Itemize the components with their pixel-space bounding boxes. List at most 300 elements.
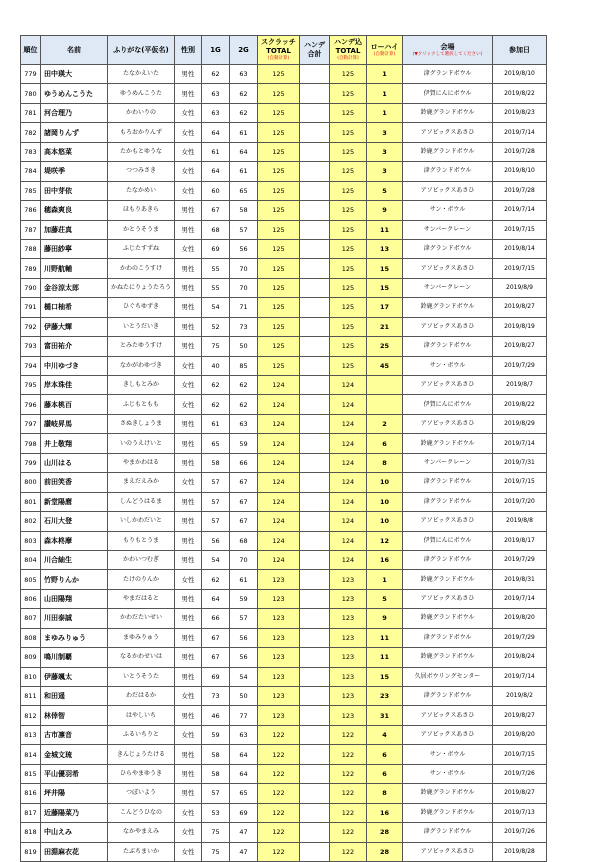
game1-cell: 54 — [202, 550, 230, 569]
low-high-cell: 10 — [367, 473, 403, 492]
game1-cell: 62 — [202, 570, 230, 589]
low-high-cell: 17 — [367, 298, 403, 317]
game2-cell: 57 — [230, 220, 258, 239]
handicap-cell — [300, 687, 330, 706]
kana-cell: はやしいち — [108, 706, 175, 725]
venue-select[interactable]: 鈴鹿グランドボウル — [403, 648, 493, 667]
game2-cell: 59 — [230, 434, 258, 453]
handicap-total-header: ハンデ込 TOTAL (自動計算) — [330, 36, 367, 65]
name-cell: 藤田紗寧 — [41, 239, 108, 258]
game2-cell: 61 — [230, 162, 258, 181]
name-cell: 諸岡りんず — [41, 123, 108, 142]
venue-select[interactable]: アソビックスあさひ — [403, 317, 493, 336]
venue-select[interactable]: 鈴鹿グランドボウル — [403, 142, 493, 161]
table-row — [21, 123, 547, 142]
game2-cell: 56 — [230, 239, 258, 258]
venue-select[interactable]: 津グランドボウル — [403, 473, 493, 492]
table-row — [21, 103, 547, 122]
date-cell: 2019/7/15 — [493, 745, 547, 764]
table-row — [21, 803, 547, 822]
game1-cell: 75 — [202, 337, 230, 356]
game1-cell: 67 — [202, 648, 230, 667]
game2-cell: 70 — [230, 278, 258, 297]
date-cell: 2019/7/13 — [493, 803, 547, 822]
venue-select[interactable]: 津グランドボウル — [403, 823, 493, 842]
game1-cell: 52 — [202, 317, 230, 336]
name-cell: 川野航輔 — [41, 259, 108, 278]
game2-cell: 59 — [230, 589, 258, 608]
low-high-cell — [367, 395, 403, 414]
venue-select[interactable]: 久居ボウリングセンター — [403, 667, 493, 686]
kana-cell: きしもとみか — [108, 376, 175, 395]
scratch-total-cell: 122 — [258, 823, 300, 842]
date-cell: 2019/8/10 — [493, 162, 547, 181]
kana-cell: もろおかりんず — [108, 123, 175, 142]
name-cell: 金谷涼太郎 — [41, 278, 108, 297]
kana-cell: ふじもともも — [108, 395, 175, 414]
gender-cell: 女性 — [175, 356, 202, 375]
game1-header: 1G — [202, 36, 230, 65]
kana-cell: ふじたすずね — [108, 239, 175, 258]
date-cell: 2019/8/27 — [493, 337, 547, 356]
handicap-cell — [300, 706, 330, 725]
handicap-total-cell: 124 — [330, 414, 367, 433]
date-cell: 2019/7/29 — [493, 550, 547, 569]
venue-select[interactable]: 鈴鹿グランドボウル — [403, 803, 493, 822]
game1-cell: 75 — [202, 842, 230, 861]
rank-cell: 808 — [21, 628, 41, 647]
kana-cell: なるかわせいは — [108, 648, 175, 667]
gender-cell: 女性 — [175, 142, 202, 161]
game2-cell: 47 — [230, 823, 258, 842]
handicap-total-cell: 125 — [330, 142, 367, 161]
handicap-cell — [300, 220, 330, 239]
date-cell: 2019/8/10 — [493, 65, 547, 84]
game1-cell: 59 — [202, 725, 230, 744]
low-high-cell: 1 — [367, 570, 403, 589]
game2-cell: 47 — [230, 842, 258, 861]
date-cell: 2019/8/7 — [493, 376, 547, 395]
rank-cell: 781 — [21, 103, 41, 122]
name-cell: 河合理乃 — [41, 103, 108, 122]
rank-cell: 788 — [21, 239, 41, 258]
scratch-total-cell: 125 — [258, 298, 300, 317]
kana-cell: なかやまえみ — [108, 823, 175, 842]
name-cell: 川田泰誠 — [41, 609, 108, 628]
game2-cell: 57 — [230, 609, 258, 628]
venue-select[interactable]: アソビックスあさひ — [403, 725, 493, 744]
date-cell: 2019/7/14 — [493, 434, 547, 453]
name-cell: 穂森爽良 — [41, 201, 108, 220]
handicap-total-cell: 124 — [330, 376, 367, 395]
low-high-cell: 11 — [367, 220, 403, 239]
handicap-total-cell: 124 — [330, 492, 367, 511]
handicap-cell — [300, 648, 330, 667]
rank-cell: 790 — [21, 278, 41, 297]
name-cell: 近藤陽菜乃 — [41, 803, 108, 822]
game1-cell: 64 — [202, 589, 230, 608]
low-high-cell: 3 — [367, 123, 403, 142]
game2-cell: 64 — [230, 745, 258, 764]
gender-cell: 男性 — [175, 453, 202, 472]
game2-cell: 63 — [230, 414, 258, 433]
name-cell: 森本柊摩 — [41, 531, 108, 550]
handicap-total-cell: 123 — [330, 687, 367, 706]
scratch-total-cell: 125 — [258, 201, 300, 220]
date-cell: 2019/7/14 — [493, 589, 547, 608]
game2-cell: 66 — [230, 453, 258, 472]
kana-cell: しんどうはるま — [108, 492, 175, 511]
table-row — [21, 764, 547, 783]
kana-cell: かねたにりょうたろう — [108, 278, 175, 297]
venue-select[interactable]: アソビックスあさひ — [403, 376, 493, 395]
handicap-cell — [300, 628, 330, 647]
name-cell: 伊藤颯太 — [41, 667, 108, 686]
venue-select[interactable]: サン・ボウル — [403, 764, 493, 783]
table-row — [21, 84, 547, 103]
rank-cell: 809 — [21, 648, 41, 667]
gender-cell: 男性 — [175, 648, 202, 667]
handicap-total-cell: 123 — [330, 609, 367, 628]
name-cell: 鳴川制覇 — [41, 648, 108, 667]
low-high-cell: 15 — [367, 667, 403, 686]
name-cell: 加藤荘真 — [41, 220, 108, 239]
scratch-total-cell: 122 — [258, 764, 300, 783]
venue-select[interactable]: 津グランドボウル — [403, 65, 493, 84]
table-row — [21, 531, 547, 550]
date-cell: 2019/8/27 — [493, 706, 547, 725]
scratch-total-cell: 123 — [258, 589, 300, 608]
scratch-total-cell: 122 — [258, 725, 300, 744]
handicap-total-cell: 125 — [330, 356, 367, 375]
table-row — [21, 473, 547, 492]
gender-cell: 男性 — [175, 414, 202, 433]
table-row — [21, 570, 547, 589]
venue-select[interactable]: 津グランドボウル — [403, 162, 493, 181]
game1-cell: 67 — [202, 201, 230, 220]
game2-cell: 63 — [230, 725, 258, 744]
kana-cell: なかがわゆづき — [108, 356, 175, 375]
table-row — [21, 220, 547, 239]
table-row — [21, 356, 547, 375]
handicap-total-cell: 124 — [330, 512, 367, 531]
table-row — [21, 239, 547, 258]
handicap-total-cell: 125 — [330, 239, 367, 258]
name-cell: 堤咲季 — [41, 162, 108, 181]
venue-select[interactable]: アソビックスあさひ — [403, 181, 493, 200]
kana-cell: たなかめい — [108, 181, 175, 200]
handicap-total-cell: 123 — [330, 706, 367, 725]
venue-select[interactable]: サン・ボウル — [403, 745, 493, 764]
venue-select[interactable]: サンバークレーン — [403, 220, 493, 239]
handicap-total-cell: 125 — [330, 181, 367, 200]
handicap-cell — [300, 589, 330, 608]
scratch-total-cell: 122 — [258, 803, 300, 822]
handicap-total-cell: 124 — [330, 395, 367, 414]
rank-cell: 796 — [21, 395, 41, 414]
handicap-total-cell: 122 — [330, 764, 367, 783]
game1-cell: 63 — [202, 84, 230, 103]
venue-select[interactable]: サン・ボウル — [403, 356, 493, 375]
date-cell: 2019/7/14 — [493, 667, 547, 686]
game2-cell: 77 — [230, 706, 258, 725]
gender-cell: 男性 — [175, 337, 202, 356]
gender-cell: 女性 — [175, 473, 202, 492]
game1-cell: 54 — [202, 298, 230, 317]
handicap-cell — [300, 395, 330, 414]
handicap-cell — [300, 181, 330, 200]
handicap-total-cell: 122 — [330, 803, 367, 822]
venue-select[interactable]: 鈴鹿グランドボウル — [403, 570, 493, 589]
scratch-total-cell: 125 — [258, 123, 300, 142]
scratch-total-cell: 125 — [258, 356, 300, 375]
game2-cell: 54 — [230, 667, 258, 686]
game1-cell: 61 — [202, 142, 230, 161]
venue-select[interactable]: 鈴鹿グランドボウル — [403, 609, 493, 628]
venue-select[interactable]: アソビックスあさひ — [403, 842, 493, 861]
rank-cell: 814 — [21, 745, 41, 764]
scratch-total-cell: 125 — [258, 259, 300, 278]
game2-cell: 61 — [230, 570, 258, 589]
game2-cell: 65 — [230, 784, 258, 803]
low-high-cell: 3 — [367, 142, 403, 161]
low-high-cell: 6 — [367, 745, 403, 764]
name-cell: ゆうめんこうた — [41, 84, 108, 103]
rank-cell: 811 — [21, 687, 41, 706]
game1-cell: 56 — [202, 531, 230, 550]
rank-cell: 817 — [21, 803, 41, 822]
venue-select[interactable]: アソビックスあさひ — [403, 123, 493, 142]
gender-cell: 女性 — [175, 803, 202, 822]
gender-cell: 女性 — [175, 823, 202, 842]
scratch-total-cell: 123 — [258, 570, 300, 589]
low-high-cell: 28 — [367, 823, 403, 842]
rank-cell: 797 — [21, 414, 41, 433]
table-row — [21, 609, 547, 628]
handicap-total-cell: 124 — [330, 531, 367, 550]
venue-select[interactable]: アソビックスあさひ — [403, 589, 493, 608]
venue-select[interactable]: 鈴鹿グランドボウル — [403, 103, 493, 122]
gender-cell: 男性 — [175, 609, 202, 628]
venue-select[interactable]: 津グランドボウル — [403, 337, 493, 356]
low-high-cell: 10 — [367, 492, 403, 511]
gender-cell: 女性 — [175, 123, 202, 142]
table-row — [21, 745, 547, 764]
table-row — [21, 667, 547, 686]
venue-select[interactable]: アソビックスあさひ — [403, 259, 493, 278]
handicap-cell — [300, 531, 330, 550]
date-cell: 2019/8/31 — [493, 570, 547, 589]
low-high-cell: 9 — [367, 609, 403, 628]
gender-cell: 男性 — [175, 84, 202, 103]
game1-cell: 53 — [202, 803, 230, 822]
game1-cell: 63 — [202, 103, 230, 122]
low-high-cell: 12 — [367, 531, 403, 550]
low-high-cell: 13 — [367, 239, 403, 258]
date-cell: 2019/8/22 — [493, 395, 547, 414]
venue-select[interactable]: 津グランドボウル — [403, 492, 493, 511]
low-high-cell: 23 — [367, 687, 403, 706]
game1-cell: 58 — [202, 764, 230, 783]
rank-cell: 819 — [21, 842, 41, 861]
game1-cell: 55 — [202, 278, 230, 297]
kana-cell: ほもりあきら — [108, 201, 175, 220]
game2-cell: 63 — [230, 65, 258, 84]
gender-cell: 女性 — [175, 725, 202, 744]
game2-cell: 85 — [230, 356, 258, 375]
venue-select[interactable]: 津グランドボウル — [403, 550, 493, 569]
handicap-cell — [300, 512, 330, 531]
date-cell: 2019/7/15 — [493, 220, 547, 239]
game2-cell: 73 — [230, 317, 258, 336]
handicap-cell — [300, 842, 330, 861]
table-row — [21, 317, 547, 336]
low-high-cell: 2 — [367, 414, 403, 433]
gender-cell: 女性 — [175, 181, 202, 200]
gender-cell: 男性 — [175, 220, 202, 239]
gender-cell: 女性 — [175, 103, 202, 122]
game1-cell: 61 — [202, 414, 230, 433]
handicap-cell — [300, 123, 330, 142]
date-cell: 2019/7/28 — [493, 142, 547, 161]
gender-cell: 女性 — [175, 395, 202, 414]
game1-cell: 57 — [202, 473, 230, 492]
handicap-cell — [300, 570, 330, 589]
gender-cell: 男性 — [175, 278, 202, 297]
venue-select[interactable]: 津グランドボウル — [403, 628, 493, 647]
game2-cell: 62 — [230, 103, 258, 122]
kana-cell: もりもとうま — [108, 531, 175, 550]
handicap-cell — [300, 278, 330, 297]
handicap-total-cell: 123 — [330, 648, 367, 667]
venue-select[interactable]: サン・ボウル — [403, 201, 493, 220]
venue-select[interactable]: 鈴鹿グランドボウル — [403, 784, 493, 803]
date-cell: 2019/8/27 — [493, 298, 547, 317]
venue-select[interactable]: アソビックスあさひ — [403, 414, 493, 433]
low-high-cell: 3 — [367, 162, 403, 181]
scratch-total-cell: 124 — [258, 550, 300, 569]
table-row — [21, 706, 547, 725]
name-cell: 石川大登 — [41, 512, 108, 531]
scratch-total-cell: 123 — [258, 706, 300, 725]
name-cell: 山川はる — [41, 453, 108, 472]
gender-cell: 男性 — [175, 259, 202, 278]
low-high-cell: 4 — [367, 725, 403, 744]
handicap-cell — [300, 298, 330, 317]
venue-select[interactable]: 鈴鹿グランドボウル — [403, 434, 493, 453]
game1-cell: 66 — [202, 609, 230, 628]
handicap-cell — [300, 414, 330, 433]
venue-select[interactable]: 伊賀にんにボウル — [403, 395, 493, 414]
venue-select[interactable]: サンバークレーン — [403, 453, 493, 472]
venue-select[interactable]: 津グランドボウル — [403, 239, 493, 258]
rank-cell: 795 — [21, 376, 41, 395]
date-cell: 2019/8/14 — [493, 239, 547, 258]
date-cell: 2019/7/26 — [493, 764, 547, 783]
name-cell: 川合紬生 — [41, 550, 108, 569]
table-row — [21, 784, 547, 803]
rank-cell: 793 — [21, 337, 41, 356]
gender-cell: 男性 — [175, 531, 202, 550]
date-cell: 2019/8/19 — [493, 317, 547, 336]
name-cell: 平山優羽希 — [41, 764, 108, 783]
name-cell: 前田笑香 — [41, 473, 108, 492]
name-cell: 中川ゆづき — [41, 356, 108, 375]
rank-cell: 801 — [21, 492, 41, 511]
rank-cell: 794 — [21, 356, 41, 375]
handicap-cell — [300, 492, 330, 511]
game2-header: 2G — [230, 36, 258, 65]
scratch-total-cell: 123 — [258, 628, 300, 647]
scratch-total-cell: 123 — [258, 609, 300, 628]
date-cell: 2019/8/29 — [493, 414, 547, 433]
scratch-total-cell: 124 — [258, 376, 300, 395]
scratch-total-cell: 124 — [258, 531, 300, 550]
scratch-total-cell: 125 — [258, 337, 300, 356]
table-row — [21, 492, 547, 511]
name-cell: 和田遥 — [41, 687, 108, 706]
date-cell: 2019/7/28 — [493, 181, 547, 200]
game1-cell: 58 — [202, 453, 230, 472]
handicap-cell — [300, 103, 330, 122]
rank-cell: 787 — [21, 220, 41, 239]
gender-cell: 女性 — [175, 570, 202, 589]
date-cell: 2019/8/27 — [493, 784, 547, 803]
venue-select[interactable]: 伊賀にんにボウル — [403, 531, 493, 550]
handicap-cell — [300, 784, 330, 803]
name-header: 名前 — [41, 36, 108, 65]
table-row — [21, 259, 547, 278]
low-high-cell: 1 — [367, 84, 403, 103]
handicap-cell — [300, 803, 330, 822]
rank-cell: 815 — [21, 764, 41, 783]
low-high-cell: 21 — [367, 317, 403, 336]
rank-cell: 818 — [21, 823, 41, 842]
game1-cell: 62 — [202, 65, 230, 84]
date-cell: 2019/8/2 — [493, 687, 547, 706]
rank-cell: 810 — [21, 667, 41, 686]
game2-cell: 65 — [230, 181, 258, 200]
kana-cell: かわのこうすけ — [108, 259, 175, 278]
score-table — [20, 35, 547, 862]
venue-select[interactable]: 鈴鹿グランドボウル — [403, 298, 493, 317]
handicap-cell — [300, 317, 330, 336]
gender-cell: 男性 — [175, 745, 202, 764]
venue-select[interactable]: 伊賀にんにボウル — [403, 84, 493, 103]
date-cell: 2019/7/20 — [493, 492, 547, 511]
kana-cell: つつみさき — [108, 162, 175, 181]
rank-cell: 802 — [21, 512, 41, 531]
low-high-cell: 16 — [367, 550, 403, 569]
date-cell: 2019/7/26 — [493, 823, 547, 842]
gender-cell: 男性 — [175, 764, 202, 783]
game2-cell: 64 — [230, 764, 258, 783]
low-high-cell: 1 — [367, 103, 403, 122]
venue-select[interactable]: アソビックスあさひ — [403, 706, 493, 725]
venue-select[interactable]: 津グランドボウル — [403, 687, 493, 706]
table-row — [21, 648, 547, 667]
name-cell: 竹野りんか — [41, 570, 108, 589]
table-row — [21, 65, 547, 84]
kana-cell: かわだたいせい — [108, 609, 175, 628]
game2-cell: 70 — [230, 259, 258, 278]
name-cell: 坪井陽 — [41, 784, 108, 803]
venue-select[interactable]: アソビックスあさひ — [403, 512, 493, 531]
venue-select[interactable]: サンバークレーン — [403, 278, 493, 297]
scratch-total-cell: 125 — [258, 220, 300, 239]
handicap-cell — [300, 609, 330, 628]
low-high-cell: 15 — [367, 278, 403, 297]
